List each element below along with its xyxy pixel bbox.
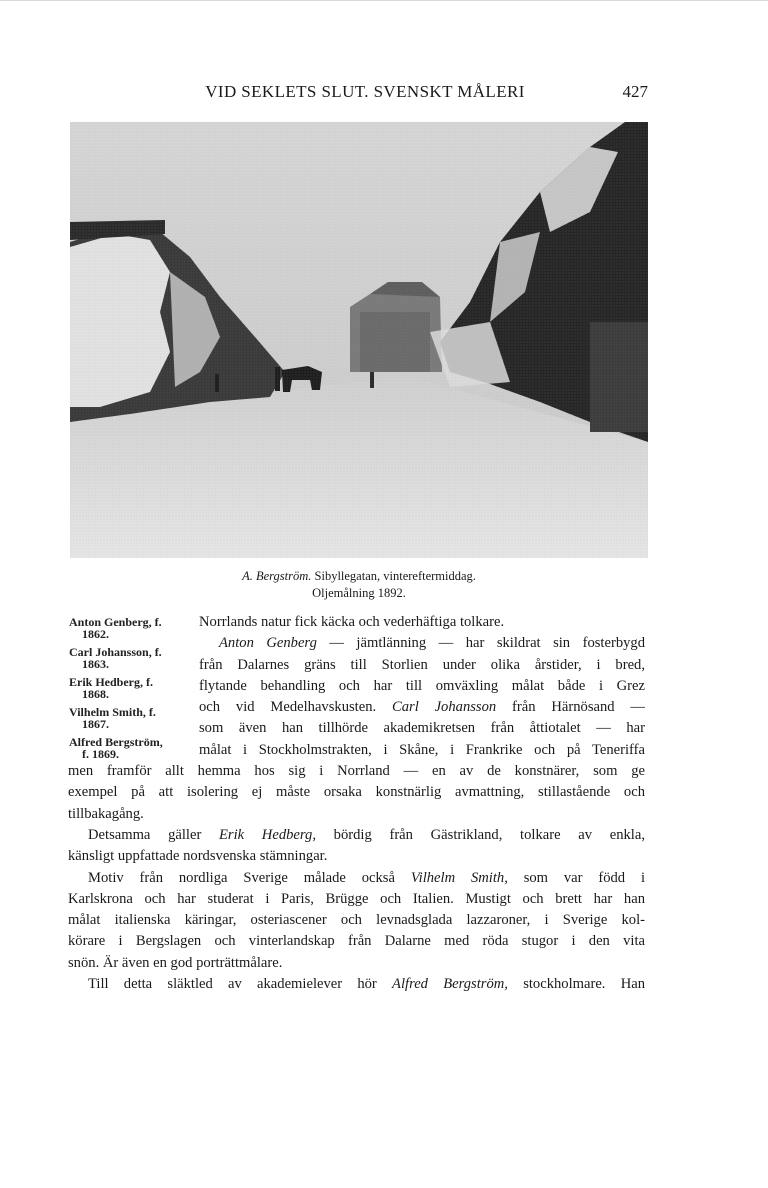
text-line: Detsamma gäller Erik Hedberg, bördig från Gästrikland, tolkare av enkla,: [88, 826, 645, 843]
text-line: flytande behandling och har till omväxling målat både i Grez: [199, 677, 645, 694]
margin-note: Alfred Bergström, f. 1869.: [69, 735, 163, 761]
text-line: men framför allt hemma hos sig i Norrland — en av de konstnärer, som ge: [68, 763, 645, 780]
text-line: och vid Medelhavskusten. Carl Johansson från Härnösand —: [199, 699, 645, 716]
text-line: körare i Bergslagen och vinterlandskap från Dalarne med röda stugor i den vita: [68, 933, 645, 950]
text-line: tillbakagång.: [68, 805, 144, 822]
caption-title: Sibyllegatan, vintereftermiddag.: [314, 569, 476, 583]
margin-note: Anton Genberg, f. 1862.: [69, 615, 162, 641]
margin-note: Vilhelm Smith, f. 1867.: [69, 705, 156, 731]
margin-note: Carl Johansson, f. 1863.: [69, 645, 162, 671]
text-line: Anton Genberg — jämtlänning — har skildrat sin fosterbygd: [219, 635, 645, 652]
text-line: som även han tillhörde akademikretsen från åttiotalet — har: [199, 720, 645, 737]
text-line: Karlskrona och har studerat i Paris, Brügge och Italien. Mustigt och brett har han: [68, 890, 645, 907]
text-line: Till detta släktled av akademielever hör Alfred Bergström, stockholmare. Han: [88, 976, 645, 993]
text-line: Motiv från nordliga Sverige målade också Vilhelm Smith, som var född i: [88, 869, 645, 886]
body-text: [68, 612, 645, 995]
text-line: Norrlands natur fick käcka och vederhäftiga tolkare.: [199, 614, 505, 630]
text-line: exempel på att isolering ej måste orsaka konstnärlig avmattning, stillastående och: [68, 784, 645, 801]
caption-medium: Oljemålning 1892.: [312, 586, 406, 600]
caption-author: A. Bergström.: [242, 569, 312, 583]
painting-reproduction: [70, 122, 648, 558]
text-line: från Dalarnes gräns till Storlien under olika årstider, i bred,: [199, 656, 645, 673]
text-line: målat i Stockholmstrakten, i Skåne, i Frankrike och på Teneriffa: [199, 741, 645, 758]
margin-note: Erik Hedberg, f. 1868.: [69, 675, 153, 701]
text-line: snön. Är även en god porträttmålare.: [68, 954, 283, 971]
text-line: känsligt uppfattade nordsvenska stämningar.: [68, 848, 328, 865]
figure-caption: [120, 568, 598, 602]
page-number: 427: [622, 82, 648, 101]
scan-edge-line: [0, 0, 768, 1]
text-line: målat italienska käringar, osteriascener och levnadsglada lazzaroner, i Sverige kol-: [68, 912, 645, 929]
running-header: VID SEKLETS SLUT. SVENSKT MÅLERI: [205, 82, 525, 101]
